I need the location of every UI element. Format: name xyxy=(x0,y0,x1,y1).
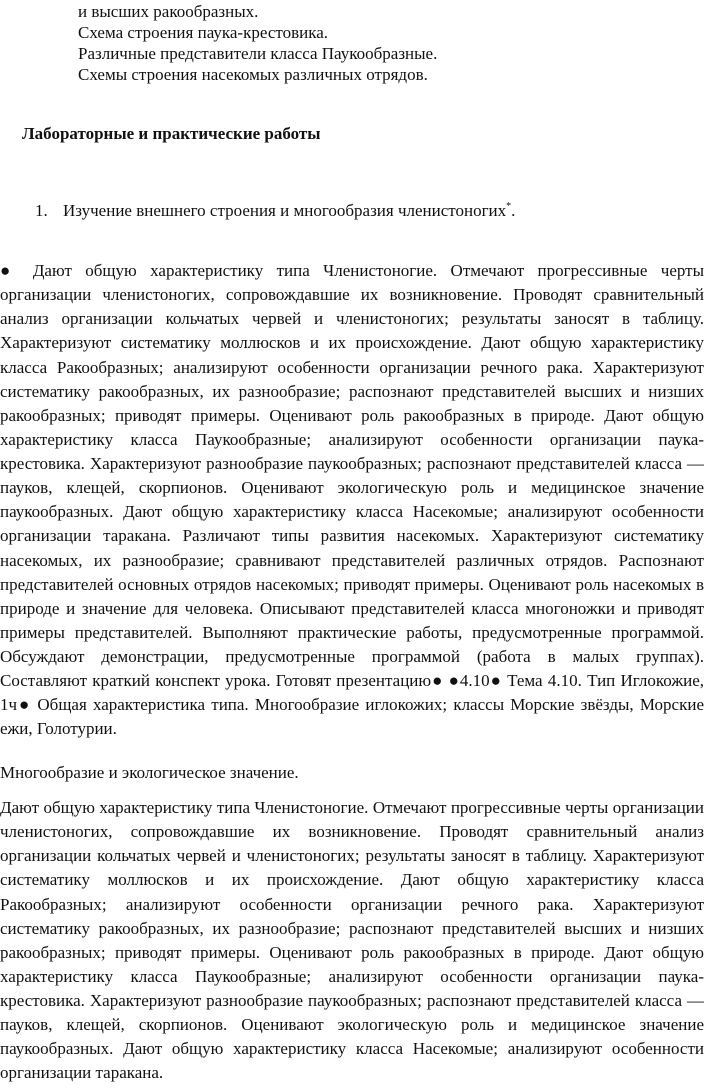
paragraph-2: Дают общую характеристику типа Членистоногие. Отмечают прогрессивные черты организации членистоногих, сопровождавшие их возникновение. Проводят сравнительный анализ организации кольчатых червей и членистоногих; результаты заносят в таблицу. Характеризуют систематику моллюсков и их происхождение. Дают общую характеристику класса Ракообразных; анализируют особенности организации речного рака. Характеризуют систематику ракообразных, их разнообразие; распознают представителей высших и низших ракообразных; приводят примеры. Оценивают роль ракообразных в природе. Дают общую характеристику класса Паукообразные; анализируют особенности организации паука-крестовика. Характеризуют разнообразие паукообразных; распознают представителей класса — пауков, клещей, скорпионов. Оценивают экологическую роль и медицинское значение паукообразных. Дают общую характеристику класса Насекомые; анализируют особенности организации таракана. xyxy=(0,798,704,1083)
work-item-text: Изучение внешнего строения и многообразия членистоногих xyxy=(63,201,507,220)
intro-line-3: Различные представители класса Паукообразные. xyxy=(78,44,438,63)
paragraph-1-tail: Многообразие и экологическое значение. xyxy=(0,763,299,782)
work-item-number: 1. xyxy=(35,201,48,220)
footnote-mark: * xyxy=(506,201,512,212)
section-heading: Лабораторные и практические работы xyxy=(22,124,321,143)
intro-line-2: Схема строения паука-крестовика. xyxy=(78,23,328,42)
intro-line-4: Схемы строения насекомых различных отрядов. xyxy=(78,65,428,84)
work-item-end: . xyxy=(511,201,516,220)
intro-line-1: и высших ракообразных. xyxy=(78,2,259,21)
work-list-item xyxy=(35,200,515,222)
paragraph-1: ● Дают общую характеристику типа Членистоногие. Отмечают прогрессивные черты организации членистоногих, сопровождавшие их возникновение. Проводят сравнительный анализ организации кольчатых червей и членистоногих; результаты заносят в таблицу. Характеризуют систематику моллюсков и их происхождение. Дают общую характеристику класса Ракообразных; анализируют особенности организации речного рака. Характеризуют систематику ракообразных, их разнообразие; распознают представителей высших и низших ракообразных; приводят примеры. Оценивают роль ракообразных в природе. Дают общую характеристику класса Паукообразные; анализируют особенности организации паука-крестовика. Характеризуют разнообразие паукообразных; распознают представителей класса — пауков, клещей, скорпионов. Оценивают экологическую роль и медицинское значение паукообразных. Дают общую характеристику класса Насекомые; анализируют особенности организации таракана. Различают типы развития насекомых. Характеризуют систематику насекомых, их разнообразие; сравнивают представителей различных отрядов. Распознают представителей основных отрядов насекомых; приводят примеры. Оценивают роль насекомых в природе и значение для человека. Описывают представителей класса многоножки и приводят примеры представителей. Выполняют практические работы, предусмотренные программой. Обсуждают демонстрации, предусмотренные программой (работа в малых группах). Составляют краткий конспект урока. Готовят презентацию● ●4.10● Тема 4.10. Тип Иглокожие, 1ч● Общая характеристика типа. Многообразие иглокожих; классы Морские звёзды, Морские ежи, Голотурии. xyxy=(0,261,704,739)
